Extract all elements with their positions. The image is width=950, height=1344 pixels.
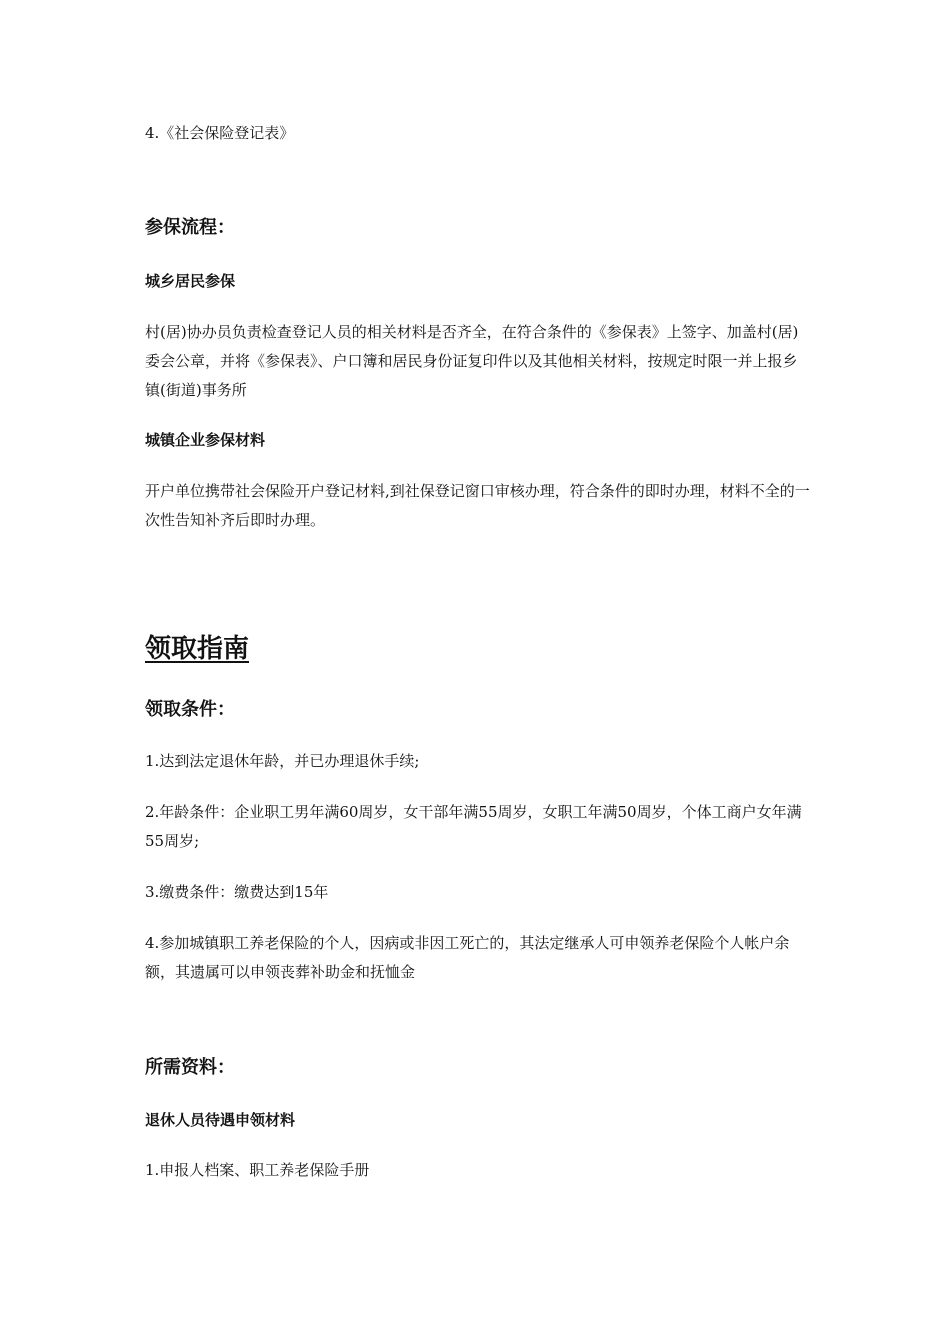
subheading-rural-residents: 城乡居民参保 [145,272,236,290]
list-item-condition-4: 4.参加城镇职工养老保险的个人，因病或非因工死亡的，其法定继承人可申领养老保险个人帐户余额，其遗属可以申领丧葬补助金和抚恤金 [145,934,790,981]
subheading-retiree-materials: 退休人员待遇申领材料 [145,1111,296,1129]
section-heading-claim-conditions: 领取条件： [145,699,235,720]
section-heading-enroll-flow: 参保流程： [145,217,235,238]
section-heading-required-materials: 所需资料： [145,1057,235,1078]
list-item-condition-1: 1.达到法定退休年龄，并已办理退休手续; [145,752,420,770]
paragraph-urban-enroll: 开户单位携带社会保险开户登记材料,到社保登记窗口审核办理，符合条件的即时办理，材料不全的一次性告知补齐后即时办理。 [145,482,810,529]
paragraph-rural-enroll: 村(居)协办员负责检查登记人员的相关材料是否齐全，在符合条件的《参保表》上签字、加盖村(居)委会公章，并将《参保表》、户口簿和居民身份证复印件以及其他相关材料，按规定时限一并上报乡镇(街道)事务所 [145,323,799,399]
list-item-condition-2: 2.年龄条件：企业职工男年满60周岁，女干部年满55周岁，女职工年满50周岁，个体工商户女年满55周岁; [145,803,802,850]
list-item-social-insurance-form: 4.《社会保险登记表》 [145,124,295,142]
subheading-urban-enterprise: 城镇企业参保材料 [145,431,266,449]
section-title-claim-guide: 领取指南 [145,634,250,664]
list-item-condition-3: 3.缴费条件：缴费达到15年 [145,883,329,901]
list-item-retiree-1: 1.申报人档案、职工养老保险手册 [145,1161,370,1179]
